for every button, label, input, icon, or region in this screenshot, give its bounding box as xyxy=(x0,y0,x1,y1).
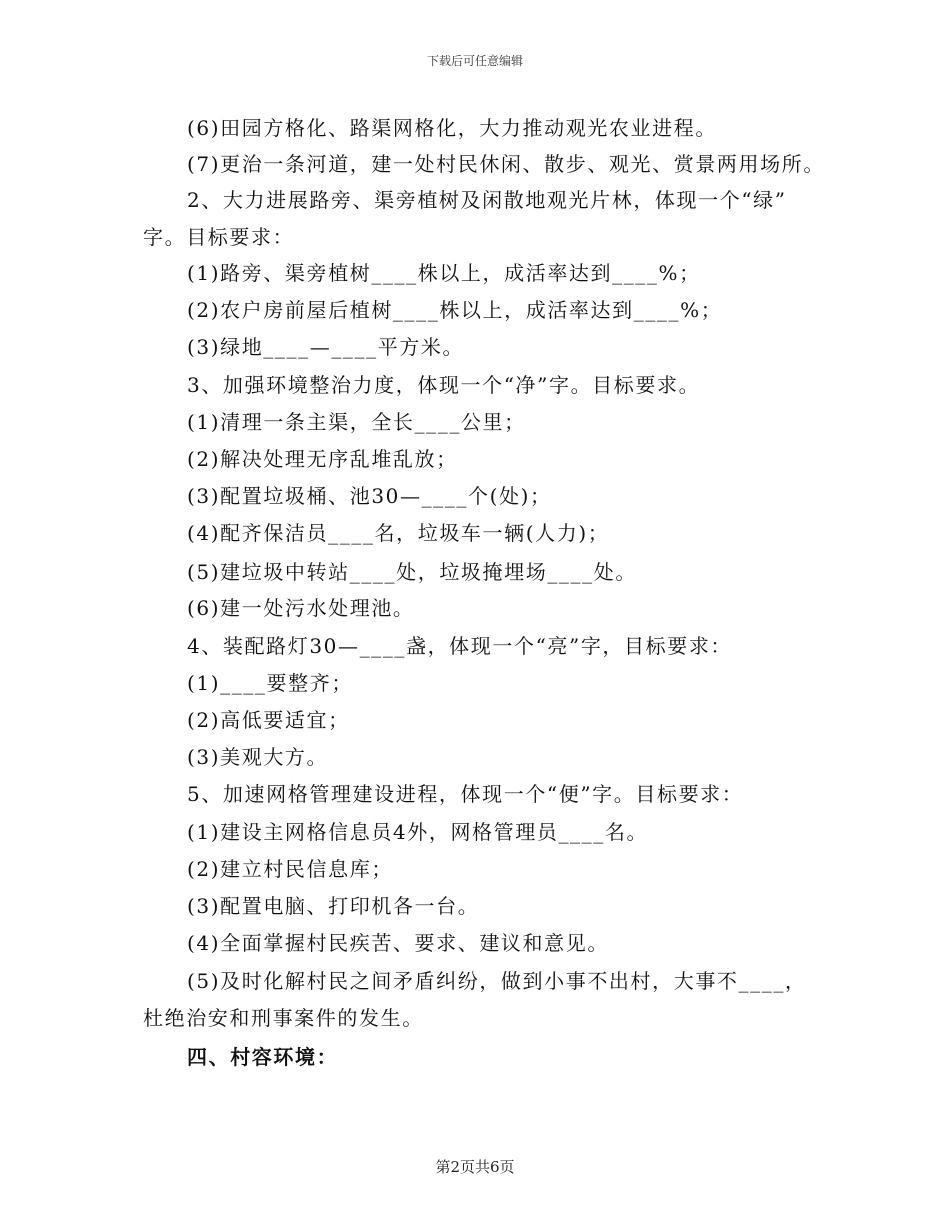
text-line: (3)绿地____—____平方米。 xyxy=(187,335,465,359)
text-line: (1)清理一条主渠，全长____公里； xyxy=(187,410,526,434)
text-line: (5)及时化解村民之间矛盾纠纷，做到小事不出村，大事不____， xyxy=(187,969,807,993)
page-footer: 第2页共6页 xyxy=(435,1158,515,1176)
text-line: 5、加速网格管理建设进程，体现一个“便”字。目标要求： xyxy=(187,782,744,806)
text-line: 4、装配路灯30—____盏，体现一个“亮”字，目标要求： xyxy=(187,634,733,658)
text-line: 3、加强环境整治力度，体现一个“净”字。目标要求。 xyxy=(187,373,701,397)
text-line: (7)更治一条河道，建一处村民休闲、散步、观光、赏景两用场所。 xyxy=(187,152,825,176)
text-line: (2)解决处理无序乱堆乱放； xyxy=(187,447,458,471)
text-line: 杜绝治安和刑事案件的发生。 xyxy=(143,1006,424,1030)
text-line: (3)配置垃圾桶、池30—____个(处)； xyxy=(187,484,552,508)
text-line: (1)建设主网格信息员4外，网格管理员____名。 xyxy=(187,820,649,844)
text-line: (4)配齐保洁员____名，垃圾车一辆(人力)； xyxy=(187,521,610,545)
text-line: 字。目标要求： xyxy=(143,225,295,249)
text-line: (6)建一处污水处理池。 xyxy=(187,596,415,620)
text-line: (1)____要整齐； xyxy=(187,671,353,695)
text-line: (2)建立村民信息库； xyxy=(187,857,393,881)
text-line: (3)美观大方。 xyxy=(187,745,329,769)
text-line: (2)农户房前屋后植树____株以上，成活率达到____%； xyxy=(187,298,723,322)
text-line: (6)田园方格化、路渠网格化，大力推动观光农业进程。 xyxy=(187,116,717,140)
text-line: 2、大力进展路旁、渠旁植树及闲散地观光片林，体现一个“绿” xyxy=(187,188,787,212)
text-line: (2)高低要适宜； xyxy=(187,708,350,732)
page-header: 下载后可任意编辑 xyxy=(426,54,523,68)
section-heading: 四、村容环境： xyxy=(187,1045,339,1069)
text-line: (4)全面掌握村民疾苦、要求、建议和意见。 xyxy=(187,931,609,955)
text-line: (5)建垃圾中转站____处，垃圾掩埋场____处。 xyxy=(187,560,637,584)
text-line: (1)路旁、渠旁植树____株以上，成活率达到____%； xyxy=(187,261,701,285)
text-line: (3)配置电脑、打印机各一台。 xyxy=(187,894,480,918)
